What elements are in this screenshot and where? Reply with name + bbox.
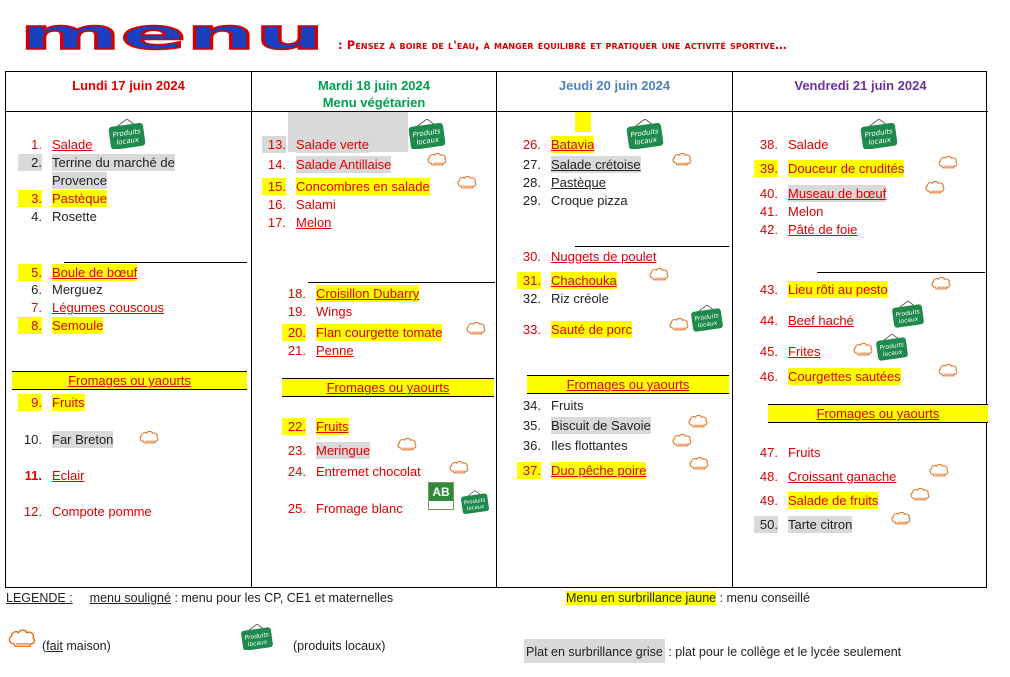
- menu-item: 42. Pâté de foie: [759, 222, 858, 237]
- menu-item: 10. Far Breton: [23, 432, 114, 447]
- menu-item: 36. Iles flottantes: [522, 438, 628, 453]
- menu-item: 22. Fruits: [282, 418, 349, 435]
- homemade-chef-hat-icon: [427, 152, 447, 166]
- menu-item: 50. Tarte citron: [754, 516, 852, 533]
- homemade-chef-hat-icon: [457, 175, 477, 189]
- day-column-mardi: [252, 72, 497, 587]
- menu-item: 14. Salade Antillaise: [267, 157, 392, 172]
- menu-item: 13. Salade verte: [262, 136, 369, 153]
- homemade-chef-hat-icon: [931, 276, 951, 290]
- menu-item: 37. Duo pêche poire: [517, 462, 646, 479]
- homemade-chef-hat-icon: [139, 430, 159, 444]
- day-title: Vendredi 21 juin 2024: [794, 78, 927, 93]
- menu-item: 21. Penne: [287, 343, 354, 358]
- menu-item: 15. Concombres en salade: [262, 178, 430, 195]
- day-column-vendredi: [733, 72, 988, 587]
- day-column-lundi: [6, 72, 252, 587]
- cheese-header: Fromages ou yaourts: [527, 375, 729, 394]
- menu-logo: [16, 22, 328, 52]
- legend-yellow: [566, 591, 810, 605]
- legend-underline-sample: menu souligné: [89, 591, 171, 605]
- menu-item: 29. Croque pizza: [522, 193, 628, 208]
- legend-yellow-desc: : menu conseillé: [716, 591, 810, 605]
- day-subtitle: Menu végétarien: [322, 95, 426, 110]
- homemade-chef-hat-icon: [938, 363, 958, 377]
- cheese-header: Fromages ou yaourts: [282, 378, 494, 397]
- local-products-badge-icon: [460, 490, 490, 514]
- legend-local: (produits locaux): [293, 639, 386, 653]
- yellow-highlight-block: [575, 112, 591, 132]
- menu-item: 7. Légumes couscous: [31, 300, 165, 315]
- homemade-chef-hat-icon: [689, 456, 709, 470]
- homemade-chef-hat-icon: [8, 628, 36, 648]
- day-header: [497, 72, 732, 112]
- menu-item: 20. Flan courgette tomate: [282, 324, 442, 341]
- menu-item: 11. Eclair: [24, 468, 85, 483]
- menu-item: 32. Riz créole: [522, 291, 609, 306]
- divider: [575, 246, 729, 247]
- menu-item: 38. Salade: [759, 137, 829, 152]
- menu-item: 25. Fromage blanc: [287, 501, 403, 516]
- menu-item: 9. Fruits: [18, 394, 85, 411]
- local-products-badge-icon: [623, 119, 667, 149]
- menu-item: 28. Pastèque: [522, 175, 606, 190]
- menu-item: 49. Salade de fruits: [759, 493, 879, 508]
- legend-homemade: (fait maison): [42, 639, 111, 653]
- menu-item: 4. Rosette: [31, 209, 97, 224]
- menu-item: 33. Sauté de porc: [522, 322, 632, 337]
- logo-text: menu: [19, 22, 325, 52]
- menu-item: 18. Croisillon Dubarry: [287, 286, 420, 301]
- legend-underline-desc: : menu pour les CP, CE1 et maternelles: [170, 591, 394, 605]
- day-header: [6, 72, 251, 112]
- menu-item: 45. Frites: [759, 344, 821, 359]
- homemade-chef-hat-icon: [688, 414, 708, 428]
- menu-item: 39. Douceur de crudités: [754, 160, 904, 177]
- menu-item: 23. Meringue: [287, 443, 371, 458]
- day-title: Jeudi 20 juin 2024: [558, 78, 671, 93]
- local-products-badge-icon: [690, 304, 724, 332]
- legend-grey-sample: Plat en surbrillance grise: [524, 639, 665, 663]
- menu-item: 40. Museau de bœuf: [759, 186, 887, 201]
- cheese-header: Fromages ou yaourts: [12, 371, 247, 390]
- local-products-badge-icon: [857, 119, 901, 149]
- menu-item: 8. Semoule: [18, 317, 103, 334]
- day-header: [252, 72, 496, 112]
- homemade-chef-hat-icon: [853, 342, 873, 356]
- menu-item: 47. Fruits: [759, 445, 821, 460]
- homemade-chef-hat-icon: [649, 267, 669, 281]
- homemade-chef-hat-icon: [891, 511, 911, 525]
- homemade-chef-hat-icon: [672, 152, 692, 166]
- homemade-chef-hat-icon: [938, 155, 958, 169]
- menu-item: 43. Lieu rôti au pesto: [759, 282, 888, 297]
- homemade-chef-hat-icon: [925, 180, 945, 194]
- divider: [308, 282, 495, 283]
- cheese-header: Fromages ou yaourts: [768, 404, 988, 423]
- day-title: Mardi 18 juin 2024: [318, 78, 430, 93]
- menu-item: 3. Pastèque: [18, 190, 107, 207]
- menu-item: 34. Fruits: [522, 398, 584, 413]
- homemade-chef-hat-icon: [672, 433, 692, 447]
- header-banner: : Pensez à boire de l'eau, à manger équilibré et pratiquer une activité sportive…: [338, 38, 787, 52]
- legend-row-1: [6, 591, 393, 605]
- menu-item: 6. Merguez: [31, 282, 103, 297]
- local-products-badge-icon: [105, 119, 149, 149]
- homemade-chef-hat-icon: [669, 317, 689, 331]
- day-column-jeudi: [497, 72, 733, 587]
- legend-title: LEGENDE :: [6, 591, 73, 605]
- organic-ab-icon: AB: [428, 482, 454, 510]
- menu-item: 19. Wings: [287, 304, 353, 319]
- menu-item: 17. Melon: [267, 215, 332, 230]
- menu-item: 24. Entremet chocolat: [287, 464, 421, 479]
- menu-item: 48. Croissant ganache: [759, 469, 897, 484]
- homemade-chef-hat-icon: [929, 463, 949, 477]
- menu-item: 16. Salami: [267, 197, 336, 212]
- legend-grey-desc: : plat pour le collège et le lycée seulement: [664, 645, 902, 659]
- homemade-chef-hat-icon: [449, 460, 469, 474]
- menu-item: 26. Batavia: [522, 137, 595, 152]
- legend-grey: [524, 639, 901, 663]
- menu-item: 27. Salade crétoise: [522, 157, 641, 172]
- legend-yellow-sample: Menu en surbrillance jaune: [566, 591, 717, 605]
- menu-item: 30. Nuggets de poulet: [522, 249, 657, 264]
- menu-item: 35. Biscuit de Savoie: [522, 418, 651, 433]
- local-products-badge-icon: [240, 624, 274, 650]
- menu-item-continuation: Provence: [52, 173, 107, 188]
- homemade-chef-hat-icon: [910, 487, 930, 501]
- local-products-badge-icon: [891, 300, 925, 328]
- local-products-badge-icon: [875, 333, 909, 361]
- divider: [64, 262, 247, 263]
- menu-item: 44. Beef haché: [759, 313, 854, 328]
- homemade-chef-hat-icon: [397, 437, 417, 451]
- menu-item: 41. Melon: [759, 204, 824, 219]
- day-title: Lundi 17 juin 2024: [72, 78, 185, 93]
- menu-item: 12. Compote pomme: [23, 504, 152, 519]
- menu-item: 31. Chachouka: [517, 272, 617, 289]
- menu-item: 5. Boule de bœuf: [18, 264, 137, 281]
- day-header: [733, 72, 988, 112]
- divider: [817, 272, 985, 273]
- menu-item: 46. Courgettes sautées: [759, 369, 901, 384]
- homemade-chef-hat-icon: [466, 321, 486, 335]
- menu-item: 1. Salade: [31, 137, 93, 152]
- menu-table: [5, 71, 987, 588]
- menu-item: 2. Terrine du marché de: [18, 154, 175, 171]
- local-products-badge-icon: [405, 119, 449, 149]
